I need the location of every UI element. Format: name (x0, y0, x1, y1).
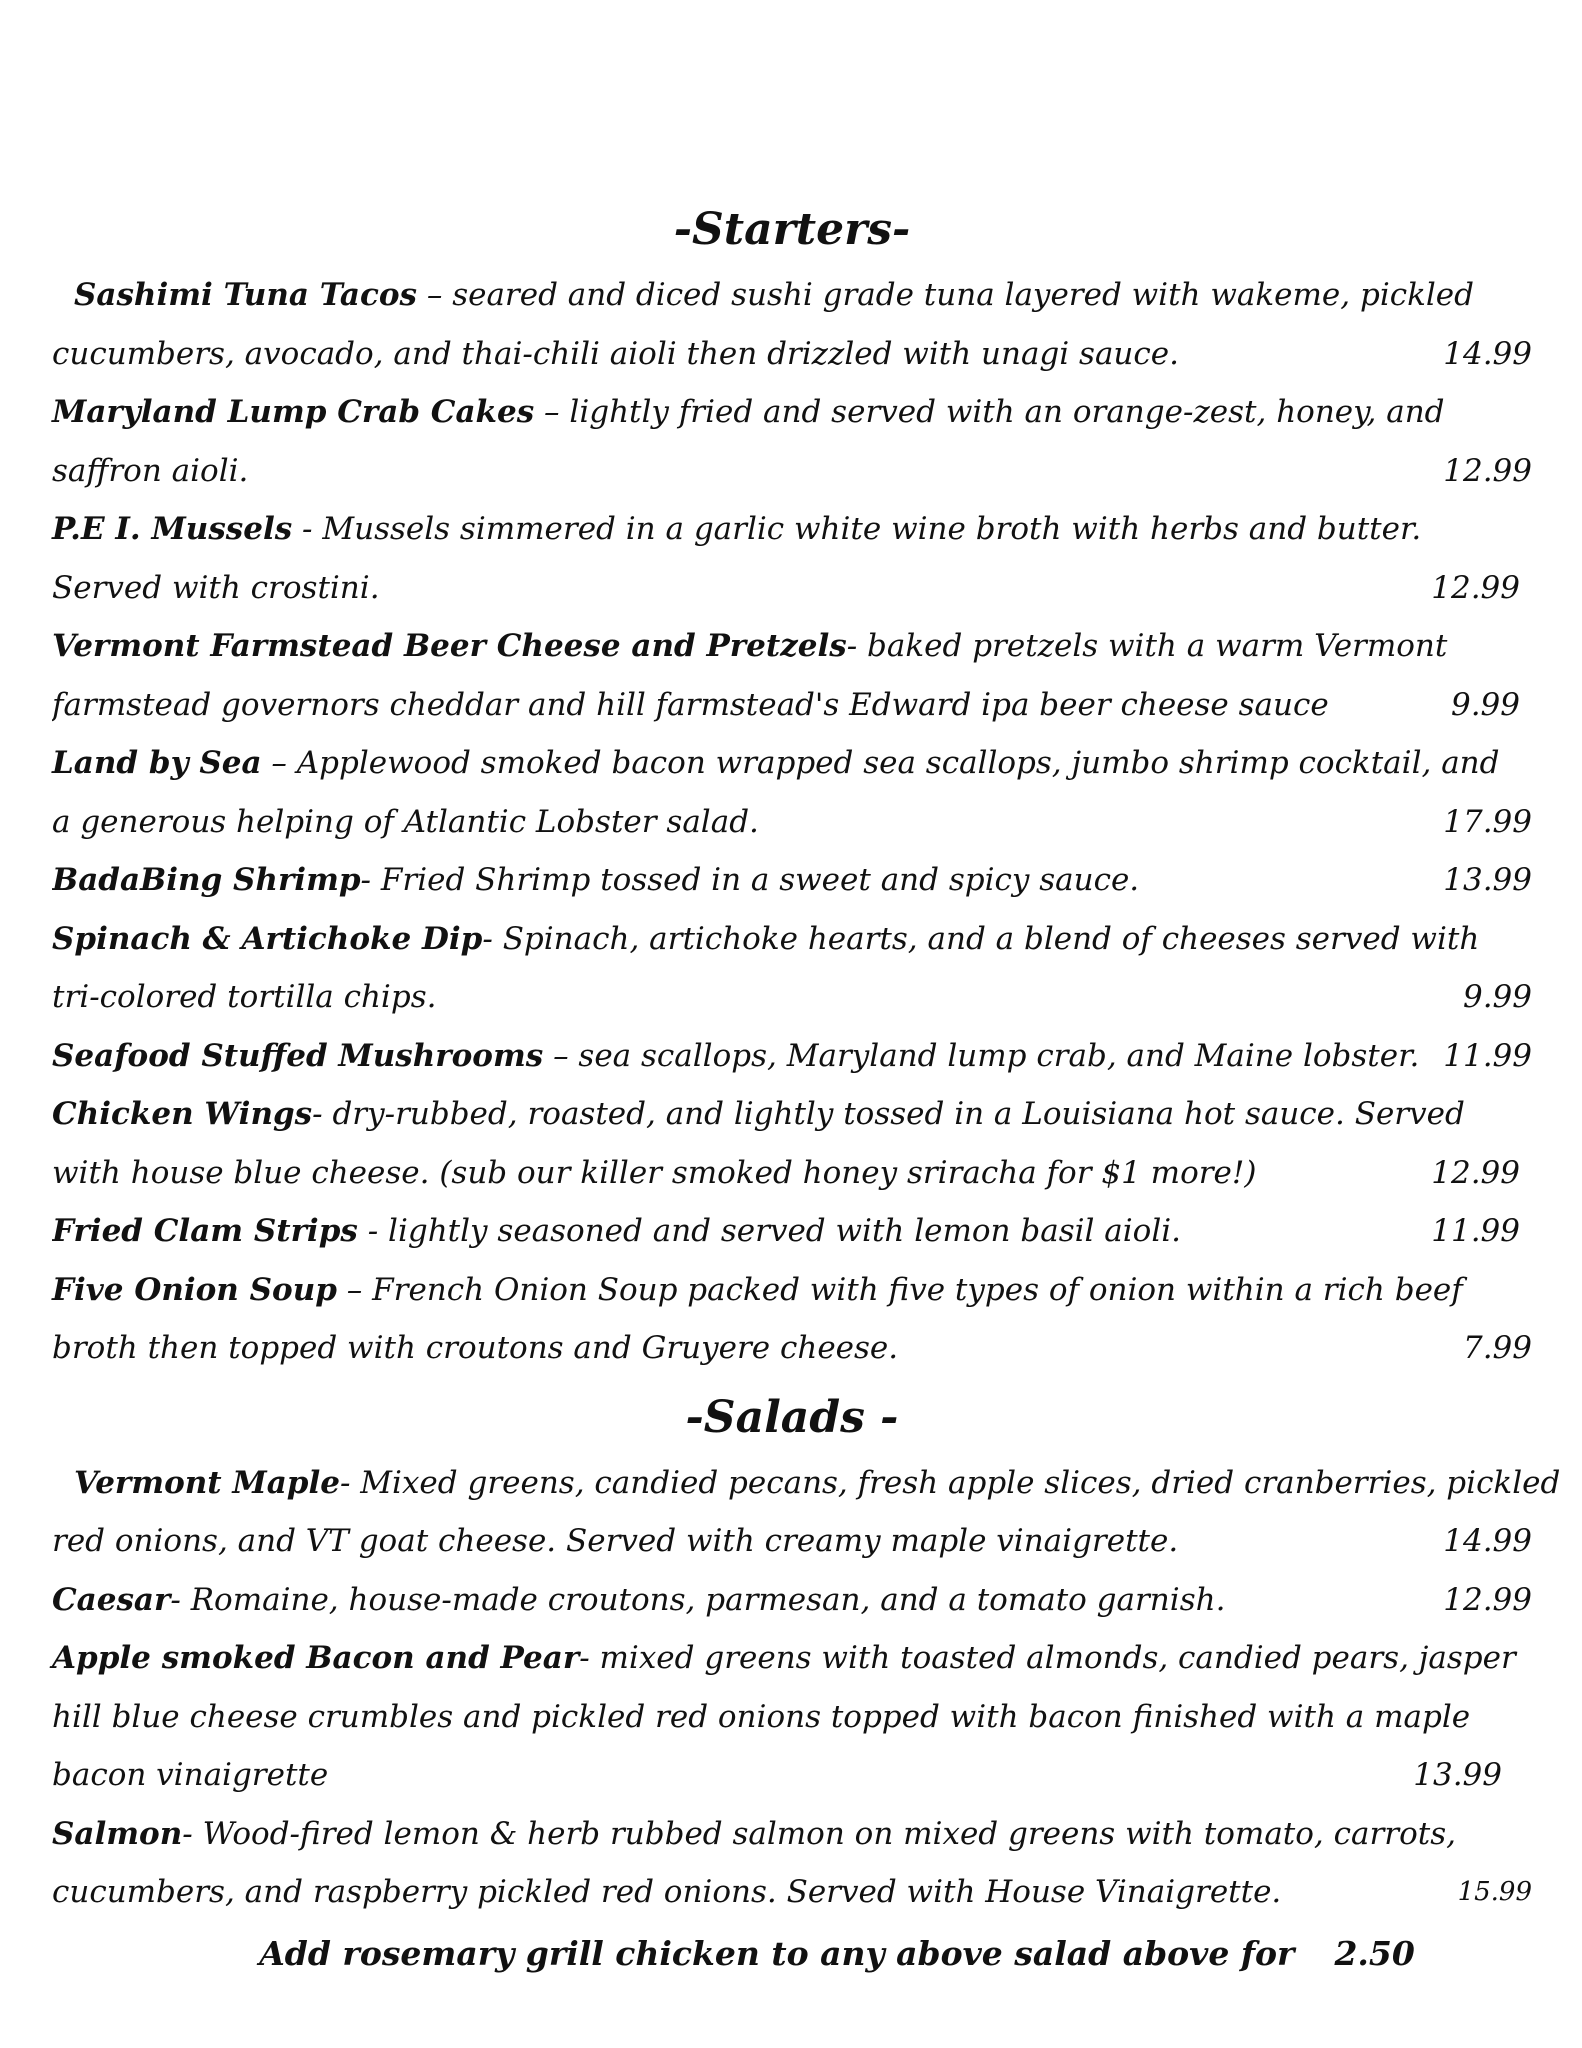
item-name: Salmon (52, 1815, 183, 1852)
item-description: - Wood-fired lemon & herb rubbed salmon on mixed greens with tomato, carrots, (182, 1815, 1456, 1852)
item-description: with house blue cheese. (sub our killer smoked honey sriracha for $1 more!) (52, 1154, 1257, 1191)
menu-item (52, 383, 1532, 500)
item-price: 14.99 (1443, 1523, 1532, 1559)
item-description: bacon vinaigrette (52, 1757, 329, 1793)
item-price: 14.99 (1443, 335, 1532, 372)
item-description: farmstead governors cheddar and hill farmstead's Edward ipa beer cheese sauce (52, 686, 1329, 723)
item-name: Five Onion Soup (52, 1271, 337, 1308)
menu-item (52, 617, 1532, 734)
salad-addon-note (52, 1924, 1532, 1984)
item-price: 7.99 (1462, 1330, 1532, 1366)
menu-item (52, 1805, 1532, 1922)
menu-item (52, 1027, 1532, 1086)
item-description: Served with crostini. (52, 569, 380, 606)
item-description: – Applewood smoked bacon wrapped sea scallops, jumbo shrimp cocktail, and (261, 745, 1500, 781)
menu-item (52, 266, 1532, 383)
item-name: BadaBing Shrimp (52, 862, 361, 898)
item-price: 9.99 (1462, 979, 1532, 1015)
item-description: red onions, and VT goat cheese. Served with creamy maple vinaigrette. (52, 1523, 1179, 1559)
item-name: Seafood Stuffed Mushrooms (52, 1037, 544, 1074)
item-name: P.E I. Mussels (52, 511, 293, 547)
menu-item (52, 910, 1532, 1027)
menu-item (52, 1454, 1561, 1571)
item-name: Spinach & Artichoke Dip (52, 920, 483, 957)
item-price: 13.99 (1413, 1757, 1502, 1793)
starters-heading: -Starters- (673, 204, 911, 255)
item-name: Vermont Farmstead Beer Cheese and Pretzels (52, 628, 847, 664)
item-name: Caesar (52, 1581, 171, 1618)
item-price: 15.99 (1457, 1877, 1532, 1907)
item-description: - Spinach, artichoke hearts, and a blend of cheeses served with (482, 920, 1480, 957)
item-price: 11.99 (1443, 1037, 1532, 1074)
item-description: – lightly fried and served with an orange-zest, honey, and (534, 394, 1445, 430)
salads-heading: -Salads - (685, 1391, 899, 1443)
menu-item (52, 851, 1532, 910)
item-price: 12.99 (1443, 452, 1532, 489)
item-description: cucumbers, avocado, and thai-chili aioli then drizzled with unagi sauce. (52, 335, 1179, 372)
menu-item (52, 734, 1532, 851)
item-description: – seared and diced sushi grade tuna layered with wakeme, pickled (416, 277, 1474, 313)
item-price: 12.99 (1431, 569, 1520, 606)
menu-item (52, 1629, 1532, 1805)
item-description: - baked pretzels with a warm Vermont (846, 628, 1448, 664)
menu-item (52, 500, 1532, 617)
item-description: - Romaine, house-made croutons, parmesan, and a tomato garnish. (170, 1581, 1226, 1618)
item-name: Maryland Lump Crab Cakes (52, 394, 535, 430)
item-price: 11.99 (1431, 1213, 1520, 1249)
item-description: – sea scallops, Maryland lump crab, and Maine lobster. (543, 1037, 1420, 1074)
item-name: Chicken Wings (52, 1096, 313, 1132)
item-description: - Mixed greens, candied pecans, fresh apple slices, dried cranberries, pickled (339, 1464, 1561, 1501)
item-description: - Mussels simmered in a garlic white wine broth with herbs and butter. (292, 511, 1422, 547)
item-description: - dry-rubbed, roasted, and lightly tossed in a Louisiana hot sauce. Served (312, 1096, 1465, 1132)
item-description: tri-colored tortilla chips. (52, 979, 437, 1015)
item-price: 13.99 (1443, 862, 1532, 898)
menu-item (52, 1261, 1532, 1378)
item-price: 12.99 (1431, 1154, 1520, 1191)
item-price: 9.99 (1450, 686, 1520, 723)
menu-page (52, 200, 1561, 1984)
item-name: Vermont Maple (74, 1464, 340, 1501)
item-description: a generous helping of Atlantic Lobster salad. (52, 803, 759, 840)
item-description: - lightly seasoned and served with lemon basil aioli. (357, 1213, 1182, 1249)
item-description: broth then topped with croutons and Gruyere cheese. (52, 1330, 899, 1366)
item-description: – French Onion Soup packed with five types of onion within a rich beef (336, 1271, 1463, 1308)
item-description: saffron aioli. (52, 452, 249, 489)
item-description: cucumbers, and raspberry pickled red onions. Served with House Vinaigrette. (52, 1874, 1282, 1910)
addon-price: 2.50 (1334, 1933, 1415, 1973)
item-price: 17.99 (1443, 803, 1532, 840)
addon-text: Add rosemary grill chicken to any above salad above for (259, 1933, 1295, 1973)
item-description: - Fried Shrimp tossed in a sweet and spicy sauce. (360, 862, 1140, 898)
menu-item (52, 1202, 1532, 1261)
menu-item (52, 1571, 1532, 1630)
menu-item (52, 1085, 1532, 1202)
item-description: hill blue cheese crumbles and pickled red onions topped with bacon finished with a maple (52, 1698, 1471, 1735)
item-name: Apple smoked Bacon and Pear (52, 1640, 580, 1676)
item-name: Sashimi Tuna Tacos (74, 277, 417, 313)
item-price: 12.99 (1443, 1581, 1532, 1618)
item-name: Land by Sea (52, 745, 262, 781)
item-name: Fried Clam Strips (52, 1213, 358, 1249)
item-description: - mixed greens with toasted almonds, candied pears, jasper (579, 1640, 1516, 1676)
